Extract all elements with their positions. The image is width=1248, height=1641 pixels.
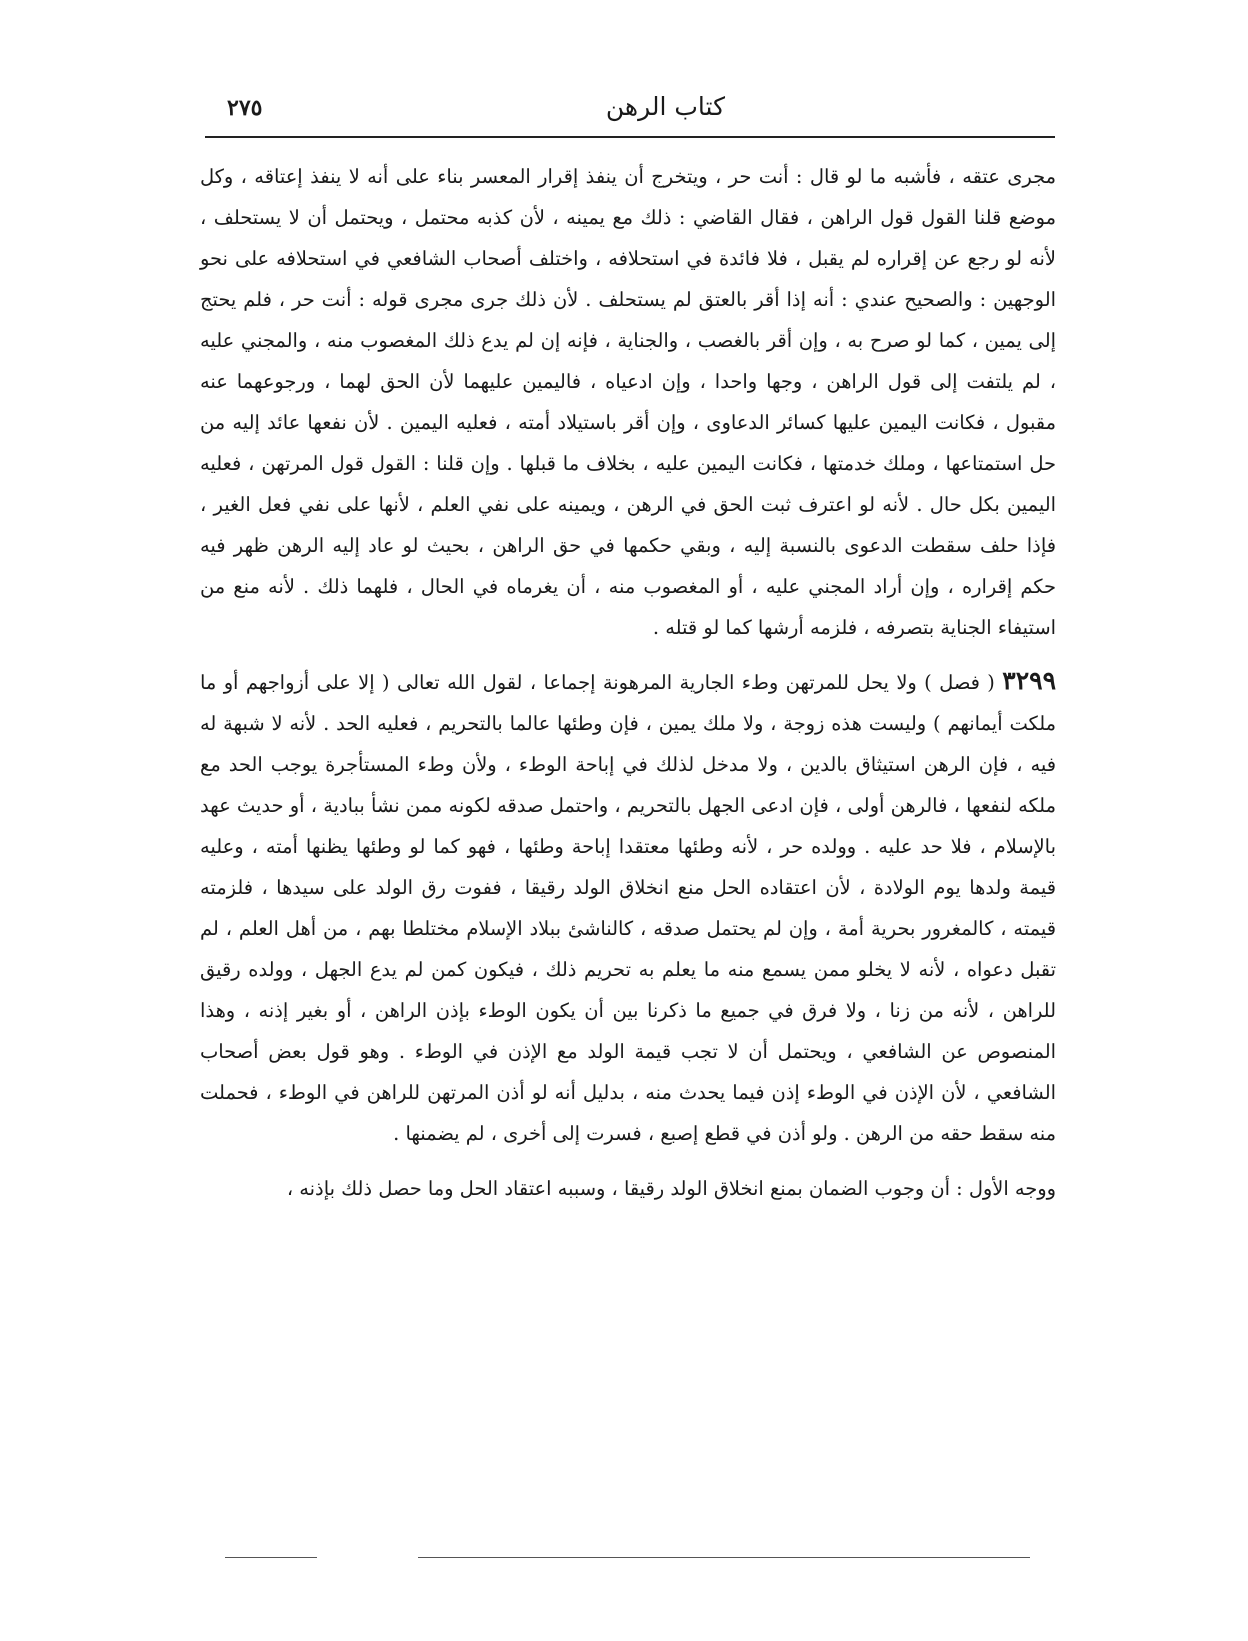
page-number: ٢٧٥ (227, 95, 263, 121)
header-rule (205, 136, 1055, 138)
footer-rule (418, 1557, 1030, 1558)
body-text (200, 156, 1056, 1209)
paragraph-number: ٣٢٩٩ (1002, 666, 1056, 695)
page-header (205, 78, 1055, 138)
paragraph (200, 156, 1056, 648)
paragraph (200, 660, 1056, 1154)
paragraph-text: ووجه الأول : أن وجوب الضمان بمنع انخلاق الولد رقيقا ، وسببه اعتقاد الحل وما حصل ذلك بإذنه ، (286, 1177, 1056, 1200)
paragraph (200, 1168, 1056, 1209)
paragraph-text: ( فصل ) ولا يحل للمرتهن وطء الجارية المرهونة إجماعا ، لقول الله تعالى ( إلا على أزواجهم أو ما ملكت أيمانهم ) وليست هذه زوجة ، ولا ملك يمين ، فإن وطئها عالما بالتحريم ، فعليه الحد . لأنه لا شبهة له فيه ، فإن الرهن استيثاق بالدين ، ولا مدخل لذلك في إباحة الوطء ، ولأن وطء المستأجرة يوجب الحد مع ملكه لنفعها ، فالرهن أولى ، فإن ادعى الجهل بالتحريم ، واحتمل صدقه لكونه ممن نشأ ببادية ، أو حديث عهد بالإسلام ، فلا حد عليه . وولده حر ، لأنه وطئها معتقدا إباحة وطئها ، فهو كما لو وطئها يظنها أمته ، وعليه قيمة ولدها يوم الولادة ، لأن اعتقاده الحل منع انخلاق الولد رقيقا ، ففوت رق الولد على سيدها ، فلزمته قيمته ، كالمغرور بحرية أمة ، وإن لم يحتمل صدقه ، كالناشئ ببلاد الإسلام مختلطا بهم ، من أهل العلم ، لم تقبل دعواه ، لأنه لا يخلو ممن يسمع منه ما يعلم به تحريم ذلك ، فيكون كمن لم يدع الجهل ، وولده رقيق للراهن ، لأنه من زنا ، ولا فرق في جميع ما ذكرنا بين أن يكون الوطء بإذن الراهن ، أو بغير إذنه ، وهذا المنصوص عن الشافعي ، ويحتمل أن لا تجب قيمة الولد مع الإذن في الوطء . وهو قول بعض أصحاب الشافعي ، لأن الإذن في الوطء إذن فيما يحدث منه ، بدليل أنه لو أذن المرتهن للراهن في الوطء ، فحملت منه سقط حقه من الرهن . ولو أذن في قطع إصبع ، فسرت إلى أخرى ، لم يضمنها . (200, 671, 1056, 1145)
running-title: كتاب الرهن (605, 92, 725, 121)
paragraph-text: مجرى عتقه ، فأشبه ما لو قال : أنت حر ، ويتخرج أن ينفذ إقرار المعسر بناء على أنه لا ينفذ إعتاقه ، وكل موضع قلنا القول قول الراهن ، فقال القاضي : ذلك مع يمينه ، لأن كذبه محتمل ، ويحتمل أن لا يستحلف ، لأنه لو رجع عن إقراره لم يقبل ، فلا فائدة في استحلافه ، واختلف أصحاب الشافعي في استحلافه على نحو الوجهين : والصحيح عندي : أنه إذا أقر بالعتق لم يستحلف . لأن ذلك جرى مجرى قوله : أنت حر ، فلم يحتج إلى يمين ، كما لو صرح به ، وإن أقر بالغصب ، والجناية ، فإنه إن لم يدع ذلك المغصوب منه ، والمجني عليه ، لم يلتفت إلى قول الراهن ، وجها واحدا ، وإن ادعياه ، فاليمين عليهما لأن الحق لهما ، ورجوعهما عنه مقبول ، فكانت اليمين عليها كسائر الدعاوى ، وإن أقر باستيلاد أمته ، فعليه اليمين . لأن نفعها عائد إليه من حل استمتاعها ، وملك خدمتها ، فكانت اليمين عليه ، بخلاف ما قبلها . وإن قلنا : القول قول المرتهن ، فعليه اليمين بكل حال . لأنه لو اعترف ثبت الحق في الرهن ، ويمينه على نفي العلم ، لأنها على نفي فعل الغير ، فإذا حلف سقطت الدعوى بالنسبة إليه ، وبقي حكمها في حق الراهن ، بحيث لو عاد إليه الرهن ظهر فيه حكم إقراره ، وإن أراد المجني عليه ، أو المغصوب منه ، أن يغرماه في الحال ، فلهما ذلك . لأنه منع من استيفاء الجناية بتصرفه ، فلزمه أرشها كما لو قتله . (200, 165, 1056, 639)
footer-rule (225, 1557, 317, 1558)
